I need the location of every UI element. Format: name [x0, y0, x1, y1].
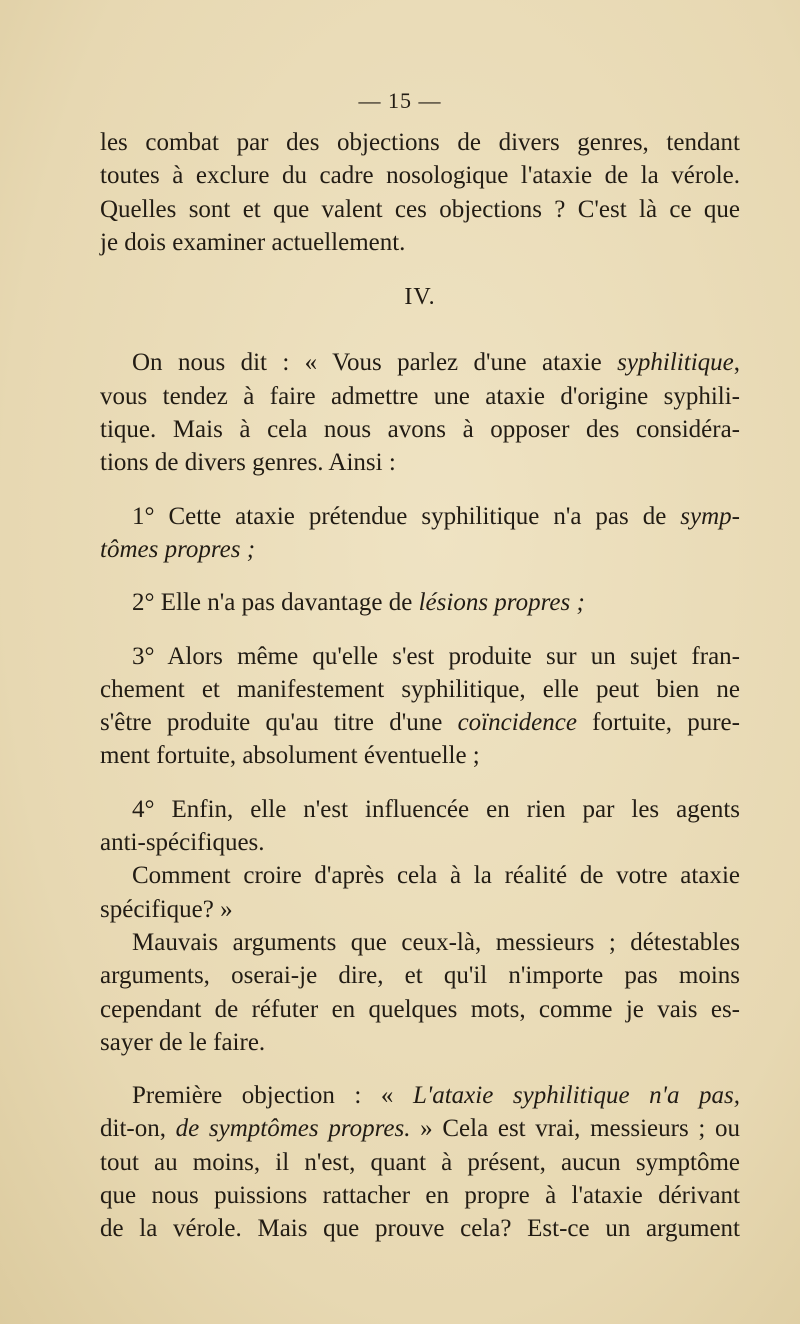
- paragraph: [100, 126, 740, 259]
- text-line: que nous puissions rattacher en propre à l'ataxie dérivant: [100, 1182, 740, 1210]
- page-number: — 15 —: [358, 88, 442, 113]
- text-line: anti-spécifiques.: [100, 829, 265, 857]
- italic-run: symp-: [680, 502, 740, 530]
- paragraph: [100, 793, 740, 1059]
- italic-run: syphilitique: [617, 349, 734, 377]
- text-line: Comment croire d'après cela à la réalité de votre ataxie: [132, 862, 740, 890]
- italic-run: L'ataxie syphilitique n'a pas,: [412, 1082, 740, 1110]
- text-line: [100, 500, 740, 533]
- text-line: [100, 706, 740, 739]
- text-line: tions de divers genres. Ainsi :: [100, 449, 396, 477]
- text-line: arguments, oserai-je dire, et qu'il n'importe pas moins: [100, 962, 740, 990]
- paragraph: [100, 346, 740, 479]
- paragraph: [100, 640, 740, 773]
- text-run: fortuite, pure-: [576, 709, 740, 737]
- italic-run: lésions propres ;: [418, 589, 585, 617]
- text-line: ment fortuite, absolument éventuelle ;: [100, 742, 480, 770]
- text-line: Mauvais arguments que ceux-là, messieurs ; détestables: [132, 928, 740, 956]
- section-heading: IV.: [404, 284, 436, 311]
- text-line: les combat par des objections de divers genres, tendant: [100, 129, 740, 156]
- text-line: [100, 586, 740, 619]
- text-line: [100, 1079, 740, 1112]
- text-line: 3° Alors même qu'elle s'est produite sur un sujet fran-: [132, 642, 740, 670]
- text-line: vous tendez à faire admettre une ataxie d'origine syphili-: [100, 382, 740, 410]
- paragraph: [100, 500, 740, 567]
- text-line: tique. Mais à cela nous avons à opposer des considéra-: [100, 416, 740, 444]
- text-line: sayer de le faire.: [100, 1028, 266, 1056]
- body-text: [100, 126, 740, 1246]
- italic-run: de symptômes propres.: [175, 1115, 411, 1143]
- text-run: ,: [733, 349, 740, 377]
- text-line: toutes à exclure du cadre nosologique l'ataxie de la vérole.: [100, 162, 740, 190]
- paragraph: [100, 1079, 740, 1245]
- paragraph: [100, 586, 740, 619]
- text-line: [100, 1112, 740, 1145]
- text-run: On nous dit : « Vous parlez d'une ataxie: [132, 349, 618, 377]
- text-run: Première objection : «: [132, 1082, 413, 1110]
- text-line: je dois examiner actuellement.: [100, 228, 406, 256]
- text-line: Quelles sont et que valent ces objections ? C'est là ce que: [100, 195, 740, 223]
- text-run: » Cela est vrai, messieurs ; ou: [410, 1115, 741, 1143]
- text-run: 1° Cette ataxie prétendue syphilitique n'a pas de: [132, 502, 681, 530]
- italic-run: coïncidence: [457, 709, 577, 737]
- text-line: tout au moins, il n'est, quant à présent, aucun symptôme: [100, 1148, 740, 1176]
- text-line: [100, 346, 740, 379]
- text-run: dit-on,: [100, 1115, 176, 1143]
- text-run: 2° Elle n'a pas davantage de: [132, 589, 419, 617]
- text-run: s'être produite qu'au titre d'une: [100, 709, 458, 737]
- text-line: 4° Enfin, elle n'est influencée en rien par les agents: [132, 795, 740, 823]
- text-line: de la vérole. Mais que prouve cela? Est-ce un argument: [100, 1215, 740, 1243]
- text-line: chement et manifestement syphilitique, elle peut bien ne: [100, 675, 740, 703]
- text-line: spécifique? »: [100, 895, 233, 923]
- italic-run: tômes propres ;: [100, 535, 256, 563]
- text-line: cependant de réfuter en quelques mots, comme je vais es-: [100, 995, 740, 1023]
- text-line: [100, 533, 740, 566]
